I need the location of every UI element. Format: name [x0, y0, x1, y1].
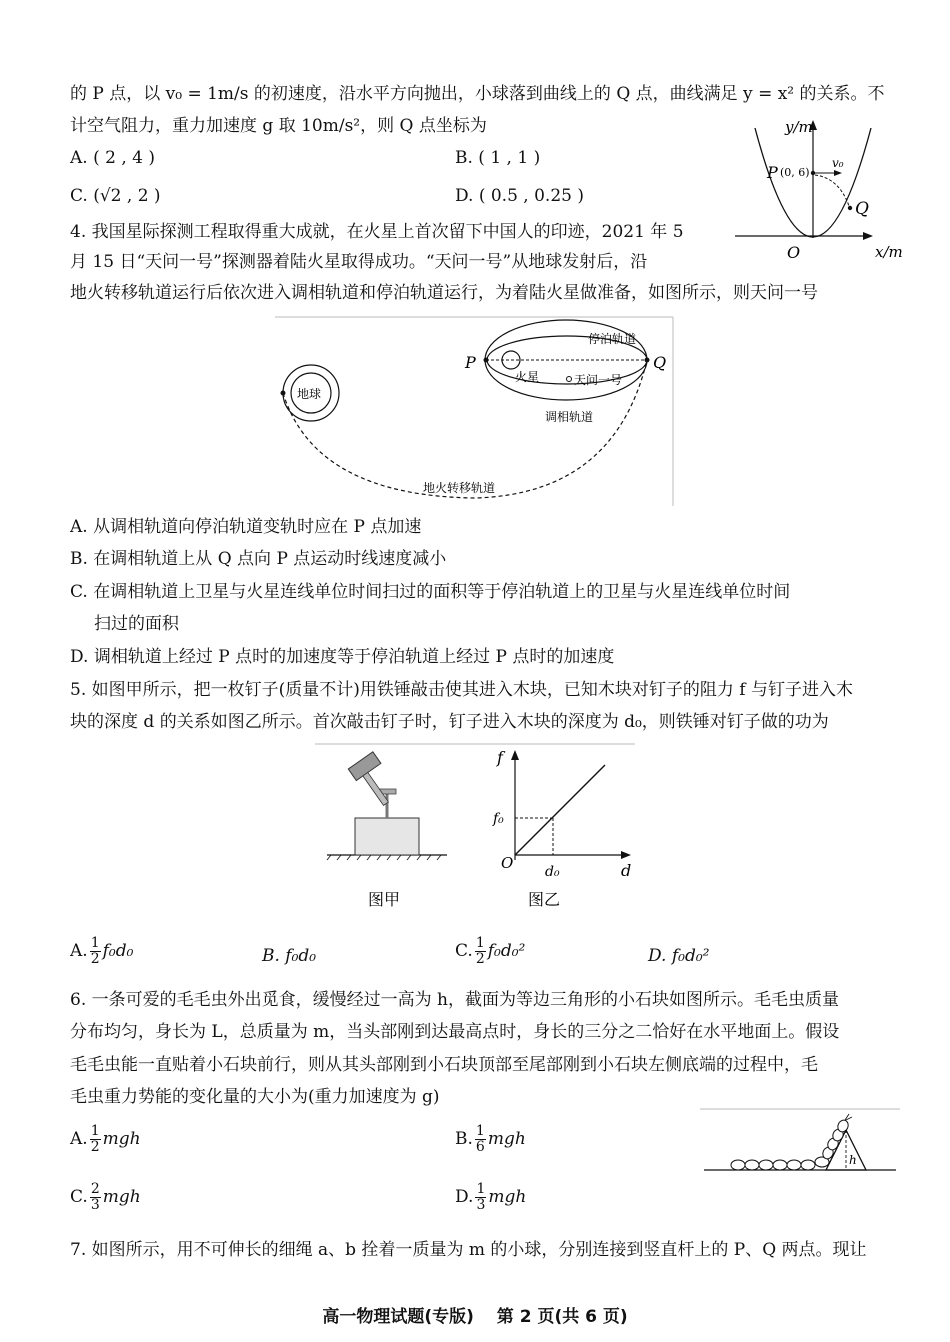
trajectory-dashed [815, 175, 849, 206]
q3-option-d: D. ( 0.5 , 0.25 ) [455, 186, 585, 206]
q4-option-c-line2: 扫过的面积 [94, 614, 179, 634]
caterpillar-body [731, 1118, 850, 1170]
q4-option-d: D. 调相轨道上经过 P 点时的加速度等于停泊轨道上经过 P 点时的加速度 [70, 647, 615, 667]
q5-option-a [70, 936, 133, 967]
q5-option-b-expr: B. f₀d₀ [262, 946, 317, 966]
q5-option-a-fraction [90, 936, 101, 967]
d0-label: d₀ [545, 864, 560, 880]
q4-option-a: A. 从调相轨道向停泊轨道变轨时应在 P 点加速 [70, 517, 422, 537]
frac-den: 6 [475, 1139, 485, 1155]
hammer-icon [348, 752, 401, 810]
q4-line2: 月 15 日“天问一号”探测器着陆火星取得成功。“天问一号”从地球发射后，沿 [70, 252, 648, 272]
f0-label: f₀ [493, 811, 504, 827]
frac-den: 2 [90, 951, 100, 967]
q4-orbit-figure [275, 316, 675, 508]
q5-option-c-fraction [475, 936, 486, 967]
orbit-p-label: P [465, 353, 476, 372]
parking-orbit-label: 停泊轨道 [588, 332, 637, 346]
d-axis-arrow-icon [621, 851, 631, 859]
q3-parabola-figure [735, 118, 905, 268]
frac-den: 2 [90, 1139, 100, 1155]
q6-line4: 毛虫重力势能的变化量的大小为(重力加速度为 g) [70, 1087, 440, 1107]
frac-num: 1 [90, 935, 100, 951]
point-p-orbit [484, 358, 489, 363]
q-label: Q [855, 199, 869, 219]
wood-block [355, 818, 419, 855]
q6-option-d [455, 1182, 526, 1213]
q5-option-c-letter: C. [455, 941, 473, 961]
mars-label: 火星 [515, 370, 540, 384]
fig-a-caption: 图甲 [368, 890, 401, 909]
height-label: h [849, 1153, 857, 1167]
q6-line3: 毛毛虫能一直贴着小石块前行，则从其头部刚到小石块顶部至尾部刚到小石块左侧底端的过程中，毛 [70, 1055, 818, 1075]
q4-option-b: B. 在调相轨道上从 Q 点向 P 点运动时线速度减小 [70, 549, 447, 569]
velocity-arrow-icon [834, 170, 842, 176]
p-label: P [767, 163, 778, 182]
q6-option-b-letter: B. [455, 1129, 473, 1149]
frac-num: 1 [475, 935, 485, 951]
q3-line2: 计空气阻力，重力加速度 g 取 10m/s²，则 Q 点坐标为 [70, 116, 487, 136]
fig-b-caption: 图乙 [528, 890, 561, 909]
q6-option-a-fraction [90, 1124, 101, 1155]
q5-option-d-expr: D. f₀d₀² [648, 946, 710, 966]
frac-den: 3 [90, 1197, 100, 1213]
graph-origin-label: O [501, 854, 514, 872]
q4-line3: 地火转移轨道运行后依次进入调相轨道和停泊轨道运行，为着陆火星做准备，如图所示，则天问一号 [70, 283, 818, 303]
earth-label: 地球 [297, 387, 322, 401]
q6-option-d-fraction [475, 1182, 486, 1213]
q6-option-b-fraction [475, 1124, 486, 1155]
origin-label: O [787, 243, 801, 262]
phasing-orbit-label: 调相轨道 [545, 410, 594, 424]
f-axis-arrow-icon [511, 750, 519, 760]
q6-option-a-expr: mgh [102, 1129, 141, 1149]
f-axis-label: f [497, 748, 503, 767]
frac-den: 3 [476, 1197, 486, 1213]
probe-label: 天问一号 [574, 373, 623, 387]
q5-option-c-expr: f₀d₀² [487, 941, 526, 961]
q3-option-a: A. ( 2 , 4 ) [70, 148, 155, 168]
q6-option-c-letter: C. [70, 1187, 88, 1207]
q7-line1: 7. 如图所示，用不可伸长的细绳 a、b 拴着一质量为 m 的小球，分别连接到竖直杆上的 P、Q 两点。现让 [70, 1240, 867, 1260]
q5-option-a-expr: f₀d₀ [102, 941, 134, 961]
q6-line2: 分布均匀，身长为 L，总质量为 m，当头部刚到达最高点时，身长的三分之二恰好在水平地面上。假设 [70, 1022, 840, 1042]
frac-num: 1 [475, 1123, 485, 1139]
q6-option-d-letter: D. [455, 1187, 474, 1207]
point-q-orbit [645, 358, 650, 363]
probe-marker [567, 377, 572, 382]
v0-label: v₀ [832, 156, 844, 170]
q5-figure [315, 742, 637, 922]
x-axis-arrow-icon [863, 232, 873, 240]
q5-line2: 块的深度 d 的关系如图乙所示。首次敲击钉子时，钉子进入木块的深度为 d₀，则铁锤对钉子做的功为 [70, 712, 829, 732]
q6-option-c [70, 1182, 141, 1213]
q5-option-c [455, 936, 525, 967]
q5-option-d [648, 944, 709, 968]
q6-caterpillar-figure [700, 1106, 902, 1176]
f-d-line [515, 765, 605, 855]
q6-option-c-fraction [90, 1182, 101, 1213]
q3-line1: 的 P 点，以 v₀ = 1m/s 的初速度，沿水平方向抛出，小球落到曲线上的 Q 点，曲线满足 y = x² 的关系。不 [70, 84, 885, 104]
q6-option-c-expr: mgh [102, 1187, 141, 1207]
q5-option-b [262, 944, 316, 968]
x-axis-label: x/m [875, 243, 903, 261]
point-q [848, 206, 852, 210]
d-axis-label: d [621, 861, 632, 880]
frac-num: 1 [476, 1181, 486, 1197]
orbit-q-label: Q [653, 353, 667, 372]
q6-option-a-letter: A. [70, 1129, 88, 1149]
q4-option-c-line1: C. 在调相轨道上卫星与火星连线单位时间扫过的面积等于停泊轨道上的卫星与火星连线单位时间 [70, 582, 791, 602]
ground-hatch [327, 855, 441, 860]
q6-option-b [455, 1124, 526, 1155]
q4-line1: 4. 我国星际探测工程取得重大成就，在火星上首次留下中国人的印迹，2021 年 5 [70, 222, 684, 242]
y-axis-label: y/m [785, 118, 813, 136]
q5-line1: 5. 如图甲所示，把一枚钉子(质量不计)用铁锤敲击使其进入木块，已知木块对钉子的阻力 f 与钉子进入木 [70, 680, 853, 700]
frac-num: 2 [90, 1181, 100, 1197]
page-footer: 高一物理试题(专版) 第 2 页(共 6 页) [322, 1307, 628, 1327]
q3-option-c: C. (√2 , 2 ) [70, 186, 161, 206]
transfer-orbit-label: 地火转移轨道 [423, 481, 496, 495]
q5-option-a-letter: A. [70, 941, 88, 961]
antenna-icon [845, 1114, 852, 1120]
frac-den: 2 [475, 951, 485, 967]
q6-option-a [70, 1124, 141, 1155]
q6-option-b-expr: mgh [487, 1129, 526, 1149]
frac-num: 1 [90, 1123, 100, 1139]
p-coordinate: (0, 6) [780, 166, 810, 179]
q3-option-b: B. ( 1 , 1 ) [455, 148, 541, 168]
q6-option-d-expr: mgh [488, 1187, 527, 1207]
q6-line1: 6. 一条可爱的毛毛虫外出觅食，缓慢经过一高为 h，截面为等边三角形的小石块如图所示。毛毛虫质量 [70, 990, 839, 1010]
